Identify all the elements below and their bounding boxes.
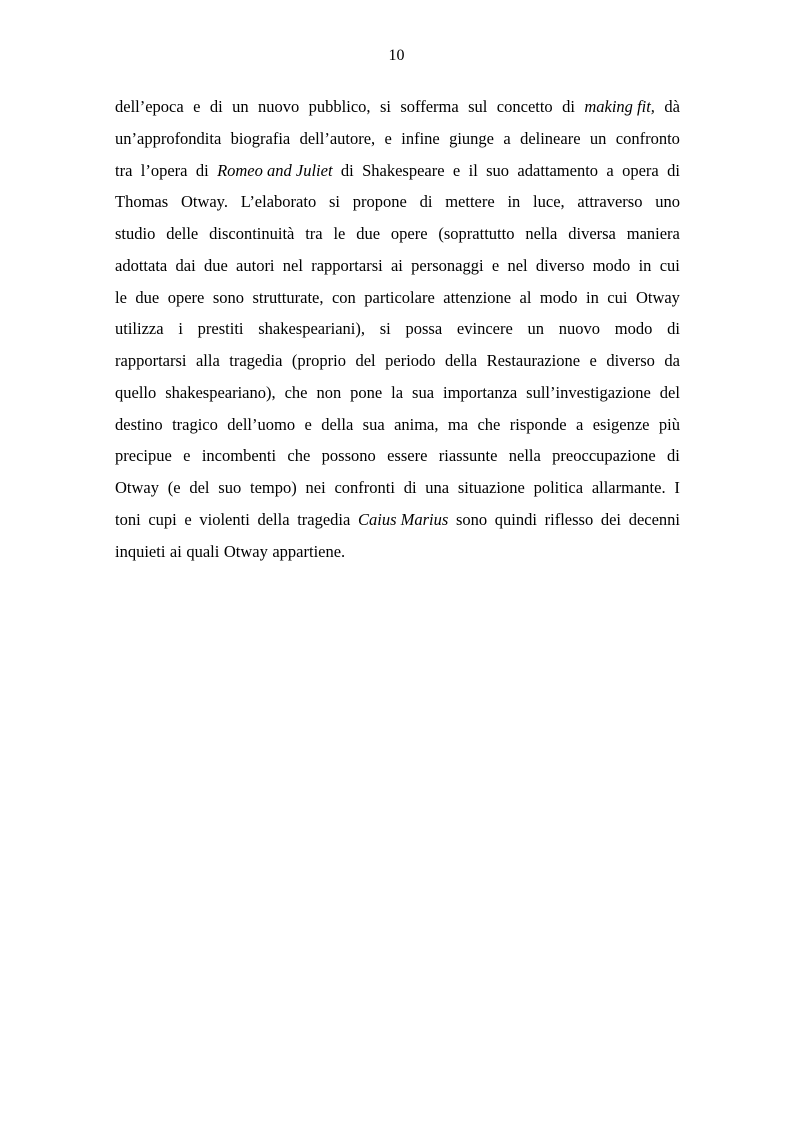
word: tra <box>115 160 133 180</box>
page-number: 10 <box>388 47 405 64</box>
word: a <box>575 414 584 434</box>
word: sofferma <box>400 97 459 116</box>
word: precipue <box>115 446 172 466</box>
text-line <box>115 345 680 377</box>
word: inquieti <box>115 541 166 561</box>
word: concetto <box>496 97 553 116</box>
word: nuovo <box>258 97 300 116</box>
word: a <box>503 128 511 148</box>
word: incombenti <box>201 446 277 466</box>
word: e <box>491 255 500 275</box>
word: risponde <box>509 414 567 434</box>
word: Restaurazione <box>486 351 581 370</box>
word: dell’autore, <box>299 128 376 148</box>
word: in <box>585 287 599 307</box>
text-line <box>115 504 680 536</box>
word: e <box>304 414 312 434</box>
word: essere <box>387 446 428 466</box>
word: ma <box>447 414 469 434</box>
word: e <box>589 351 597 370</box>
word: di <box>340 160 354 180</box>
word: della <box>321 414 354 434</box>
text-line <box>115 250 680 282</box>
word: attraverso <box>577 192 643 212</box>
word: maniera <box>626 224 680 243</box>
word: Otway. <box>180 192 228 212</box>
word: esigenze <box>592 414 650 434</box>
word: prestiti <box>197 319 244 339</box>
word: un’approfondita <box>115 128 222 148</box>
word: riassunte <box>438 446 498 466</box>
word: importanza <box>443 382 518 402</box>
text-line <box>115 536 680 568</box>
word: Otway <box>115 478 159 497</box>
word: e <box>183 446 191 466</box>
word: appartiene. <box>272 541 346 561</box>
word: sul <box>468 97 488 116</box>
word: che <box>287 446 311 466</box>
word: il <box>468 160 478 180</box>
word: diversa <box>568 224 616 243</box>
word: con <box>331 287 356 307</box>
word: nel <box>282 255 303 275</box>
italic-term: making fit, <box>584 97 655 116</box>
word: del <box>659 382 680 402</box>
word: quali <box>186 541 220 561</box>
word: nuovo <box>558 319 601 339</box>
word: utilizza <box>115 319 164 339</box>
word: personaggi <box>411 255 484 275</box>
word: cupi <box>148 509 177 529</box>
word: suo <box>218 478 242 497</box>
word: al <box>519 287 532 307</box>
word: adattamento <box>517 160 599 180</box>
word: e <box>452 160 461 180</box>
word: sono <box>212 287 244 307</box>
word: la <box>391 382 404 402</box>
word: opera <box>622 160 659 180</box>
word: (proprio <box>291 351 346 370</box>
word: L’elaborato <box>240 192 317 212</box>
word: di <box>667 446 680 466</box>
word: dell’uomo <box>227 414 296 434</box>
word: in <box>507 192 521 212</box>
word: anima, <box>394 414 439 434</box>
word: cui <box>659 255 680 275</box>
word: tra <box>305 224 323 243</box>
word: alla <box>195 351 220 370</box>
word: periodo <box>385 351 436 370</box>
text-line <box>115 377 680 409</box>
word: e <box>193 97 201 116</box>
word: opere <box>390 224 428 243</box>
word: quello <box>115 382 157 402</box>
word: confronti <box>334 478 395 497</box>
text-line <box>115 282 680 314</box>
word: di <box>667 160 680 180</box>
text-line <box>115 409 680 441</box>
word: rapportarsi <box>311 255 383 275</box>
word: della <box>257 509 290 529</box>
word: del <box>189 478 210 497</box>
word: diverso <box>535 255 585 275</box>
word: da <box>664 351 680 370</box>
word: due <box>203 255 228 275</box>
word: biografia <box>230 128 291 148</box>
word: due <box>356 224 381 243</box>
word: un <box>589 128 607 148</box>
text-line <box>115 313 680 345</box>
word: sua <box>412 382 435 402</box>
word: che <box>477 414 501 434</box>
word: modo <box>539 287 578 307</box>
word: tragedia <box>297 509 351 529</box>
word: tragico <box>172 414 218 434</box>
word: del <box>355 351 376 370</box>
word: uno <box>655 192 680 212</box>
text-line <box>115 472 680 504</box>
italic-term: Romeo and Juliet <box>217 160 333 180</box>
word: si <box>379 319 391 339</box>
word: mettere <box>445 192 495 212</box>
word: cui <box>607 287 628 307</box>
word: Otway <box>223 541 268 561</box>
word: di <box>195 160 209 180</box>
word: opere <box>167 287 205 307</box>
word: di <box>419 192 433 212</box>
word: strutturate, <box>252 287 324 307</box>
word: discontinuità <box>209 224 295 243</box>
text-line <box>115 218 680 250</box>
text-line <box>115 91 680 123</box>
word: Thomas <box>115 192 169 212</box>
word: quindi <box>494 509 537 529</box>
word: un <box>527 319 545 339</box>
word: dai <box>175 255 196 275</box>
word: sull’investigazione <box>526 382 651 402</box>
word: della <box>445 351 478 370</box>
word: politica <box>533 478 584 497</box>
word: dell’epoca <box>115 97 184 116</box>
word: in <box>638 255 652 275</box>
word: di <box>403 478 417 497</box>
word: ai <box>169 541 182 561</box>
word: di <box>562 97 575 116</box>
word: sono <box>455 509 488 529</box>
word: giunge <box>449 128 495 148</box>
word: pubblico, <box>308 97 371 116</box>
word: ai <box>390 255 403 275</box>
word: e <box>384 128 392 148</box>
text-line <box>115 186 680 218</box>
word: particolare <box>364 287 435 307</box>
word: un <box>232 97 249 116</box>
word: (soprattutto <box>438 224 515 243</box>
word: le <box>333 224 346 243</box>
word: infine <box>401 128 440 148</box>
word: nella <box>525 224 558 243</box>
word: una <box>425 478 450 497</box>
word: dà <box>664 97 680 116</box>
word: nella <box>508 446 541 466</box>
italic-term: Caius Marius <box>358 509 449 529</box>
text-line <box>115 155 680 187</box>
word: destino <box>115 414 163 434</box>
word: di <box>209 97 223 116</box>
word: Shakespeare <box>362 160 445 180</box>
word: luce, <box>533 192 565 212</box>
word: preoccupazione <box>552 446 656 466</box>
word: propone <box>352 192 407 212</box>
word: nei <box>305 478 326 497</box>
word: sua <box>362 414 385 434</box>
text-line <box>115 440 680 472</box>
word: si <box>379 97 391 116</box>
word: toni <box>115 509 141 529</box>
word: tempo) <box>249 478 297 497</box>
word: allarmante. <box>591 478 666 497</box>
text-line <box>115 123 680 155</box>
word: le <box>115 287 127 307</box>
word: violenti <box>199 509 250 529</box>
word: dei <box>600 509 622 529</box>
word: di <box>667 319 680 339</box>
word: situazione <box>457 478 525 497</box>
word: i <box>178 319 183 339</box>
word: (e <box>167 478 181 497</box>
body-paragraph <box>115 91 680 567</box>
word: autori <box>236 255 275 275</box>
word: Otway <box>635 287 680 307</box>
word: diverso <box>606 351 655 370</box>
word: rapportarsi <box>115 351 187 370</box>
word: l’opera <box>140 160 188 180</box>
word: non <box>316 382 342 402</box>
word: modo <box>614 319 653 339</box>
word: riflesso <box>544 509 594 529</box>
word: shakespeariani), <box>258 319 365 339</box>
word: delineare <box>520 128 581 148</box>
word: pone <box>350 382 383 402</box>
word: che <box>284 382 308 402</box>
word: tragedia <box>229 351 283 370</box>
word: e <box>184 509 192 529</box>
word: a <box>606 160 614 180</box>
word: attenzione <box>443 287 512 307</box>
word: adottata <box>115 255 168 275</box>
word: modo <box>592 255 631 275</box>
word: nel <box>507 255 528 275</box>
word: si <box>328 192 340 212</box>
word: più <box>658 414 680 434</box>
word: shakespeariano), <box>165 382 276 402</box>
word: evincere <box>456 319 513 339</box>
word: confronto <box>615 128 680 148</box>
word: possono <box>321 446 376 466</box>
word: decenni <box>628 509 680 529</box>
word: possa <box>405 319 443 339</box>
word: delle <box>166 224 199 243</box>
word: suo <box>486 160 510 180</box>
word: studio <box>115 224 156 243</box>
word: due <box>135 287 160 307</box>
word: I <box>674 478 680 497</box>
